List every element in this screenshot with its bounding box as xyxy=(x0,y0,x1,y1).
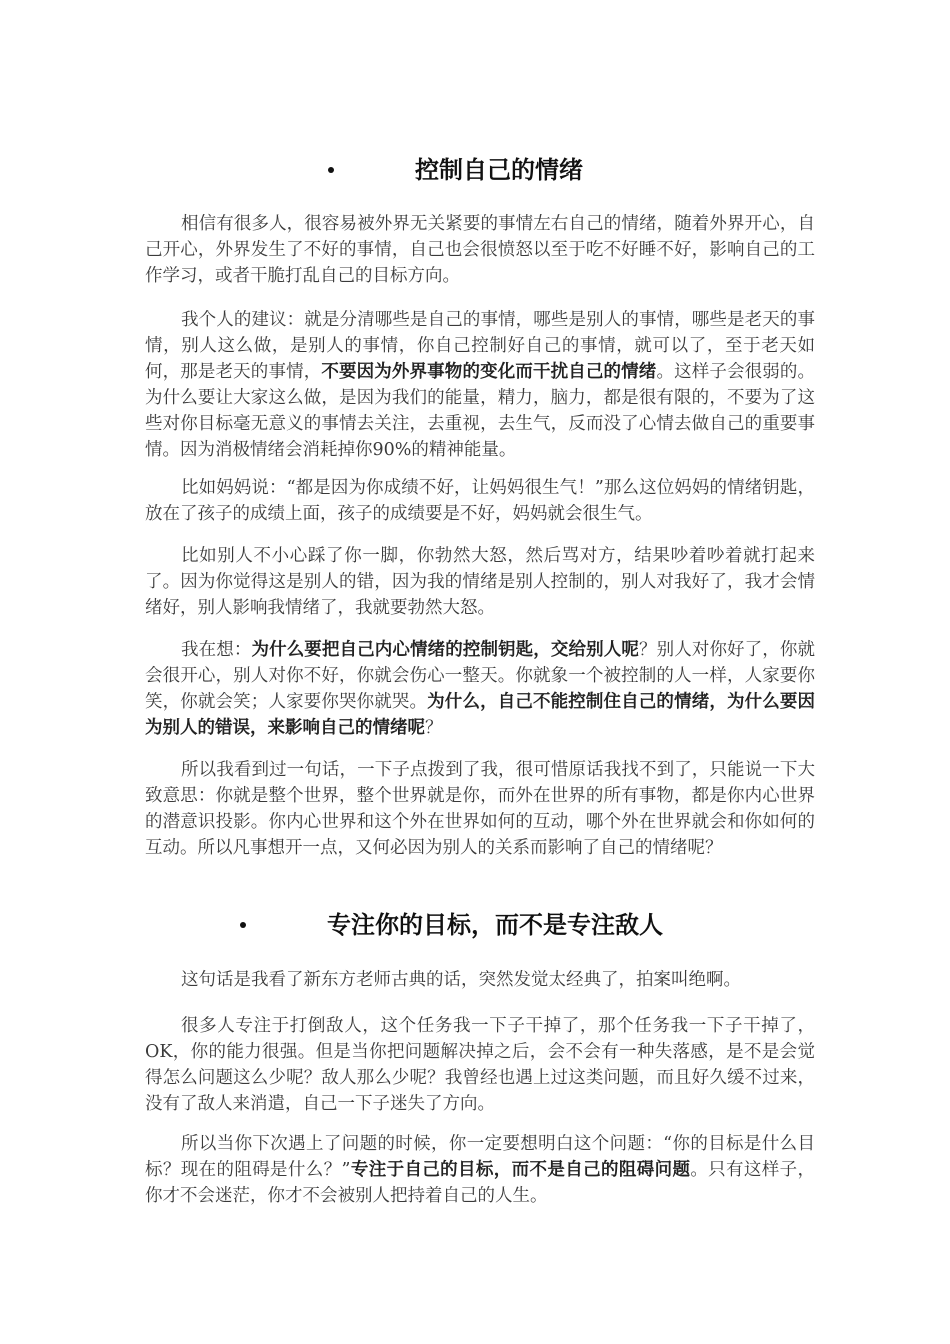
text-run: 很多人专注于打倒敌人，这个任务我一下子干掉了，那个任务我一下子干掉了，OK，你的能力很强。但是当你把问题解决掉之后，会不会有一种失落感，是不是会觉得怎么问题这么少呢？敌人那么少呢？我曾经也遇上过这类问题，而且好久缓不过来，没有了敌人来消遣，自己一下子迷失了方向。 xyxy=(145,1016,815,1114)
section-heading-1 xyxy=(145,150,815,190)
heading-text: 专注你的目标，而不是专注敌人 xyxy=(327,911,663,939)
paragraph xyxy=(145,475,815,527)
bold-text-run: 为什么，自己不能控制住自己的情绪，为什么要因为别人的错误，来影响自己的情绪呢 xyxy=(145,692,816,738)
paragraph xyxy=(145,543,815,621)
text-run: 所以当你下次遇上了问题的时候，你一定要想明白这个问题：“你的目标是什么目标？现在的阻碍是什么？” xyxy=(145,1134,815,1180)
text-run: 我个人的建议：就是分清哪些是自己的事情，哪些是别人的事情，哪些是老天的事情，别人这么做，是别人的事情，你自己控制好自己的事情，就可以了，至于老天如何，那是老天的事情， xyxy=(145,310,815,382)
bold-text-run: 不要因为外界事物的变化而干扰自己的情绪 xyxy=(321,362,657,382)
text-run: 相信有很多人，很容易被外界无关紧要的事情左右自己的情绪，随着外界开心，自己开心，外界发生了不好的事情，自己也会很愤怒以至于吃不好睡不好，影响自己的工作学习，或者干脆打乱自己的目标方向。 xyxy=(145,214,815,286)
paragraph xyxy=(145,637,815,741)
paragraph xyxy=(145,1131,815,1209)
text-run: 这句话是我看了新东方老师古典的话，突然发觉太经典了，拍案叫绝啊。 xyxy=(181,970,741,990)
bold-text-run: 为什么要把自己内心情绪的控制钥匙，交给别人呢 xyxy=(251,640,639,660)
text-run: ？别人对你好了，你就会很开心，别人对你不好，你就会伤心一整天。你就象一个被控制的人一样，人家要你笑，你就会笑；人家要你哭你就哭。 xyxy=(145,640,816,712)
text-run: 。只有这样子，你才不会迷茫，你才不会被别人把持着自己的人生。 xyxy=(145,1160,816,1206)
paragraph xyxy=(145,307,815,463)
paragraph xyxy=(145,757,815,861)
bullet-icon xyxy=(328,167,334,173)
bold-text-run: 专注于自己的目标，而不是自己的阻碍问题 xyxy=(350,1160,691,1180)
paragraph xyxy=(145,211,815,289)
paragraph xyxy=(145,1013,815,1117)
bullet-icon xyxy=(240,922,246,928)
heading-text: 控制自己的情绪 xyxy=(415,156,583,184)
section-heading-2 xyxy=(145,905,815,945)
text-run: 。这样子会很弱的。为什么要让大家这么做，是因为我们的能量，精力，脑力，都是很有限的，不要为了这些对你目标毫无意义的事情去关注，去重视，去生气，反而没了心情去做自己的重要事情。因为消极情绪会消耗掉你90%的精神能量。 xyxy=(145,362,816,460)
text-run: 我在想： xyxy=(181,640,252,660)
paragraph xyxy=(145,967,815,993)
text-run: ？ xyxy=(425,718,443,738)
text-run: 比如妈妈说：“都是因为你成绩不好，让妈妈很生气！”那么这位妈妈的情绪钥匙，放在了孩子的成绩上面，孩子的成绩要是不好，妈妈就会很生气。 xyxy=(145,478,815,524)
text-run: 所以我看到过一句话，一下子点拨到了我，很可惜原话我找不到了，只能说一下大致意思：你就是整个世界，整个世界就是你，而外在世界的所有事物，都是你内心世界的潜意识投影。你内心世界和这个外在世界如何的互动，哪个外在世界就会和你如何的互动。所以凡事想开一点，又何必因为别人的关系而影响了自己的情绪呢？ xyxy=(145,760,815,858)
text-run: 比如别人不小心踩了你一脚，你勃然大怒，然后骂对方，结果吵着吵着就打起来了。因为你觉得这是别人的错，因为我的情绪是别人控制的，别人对我好了，我才会情绪好，别人影响我情绪了，我就要勃然大怒。 xyxy=(145,546,815,618)
